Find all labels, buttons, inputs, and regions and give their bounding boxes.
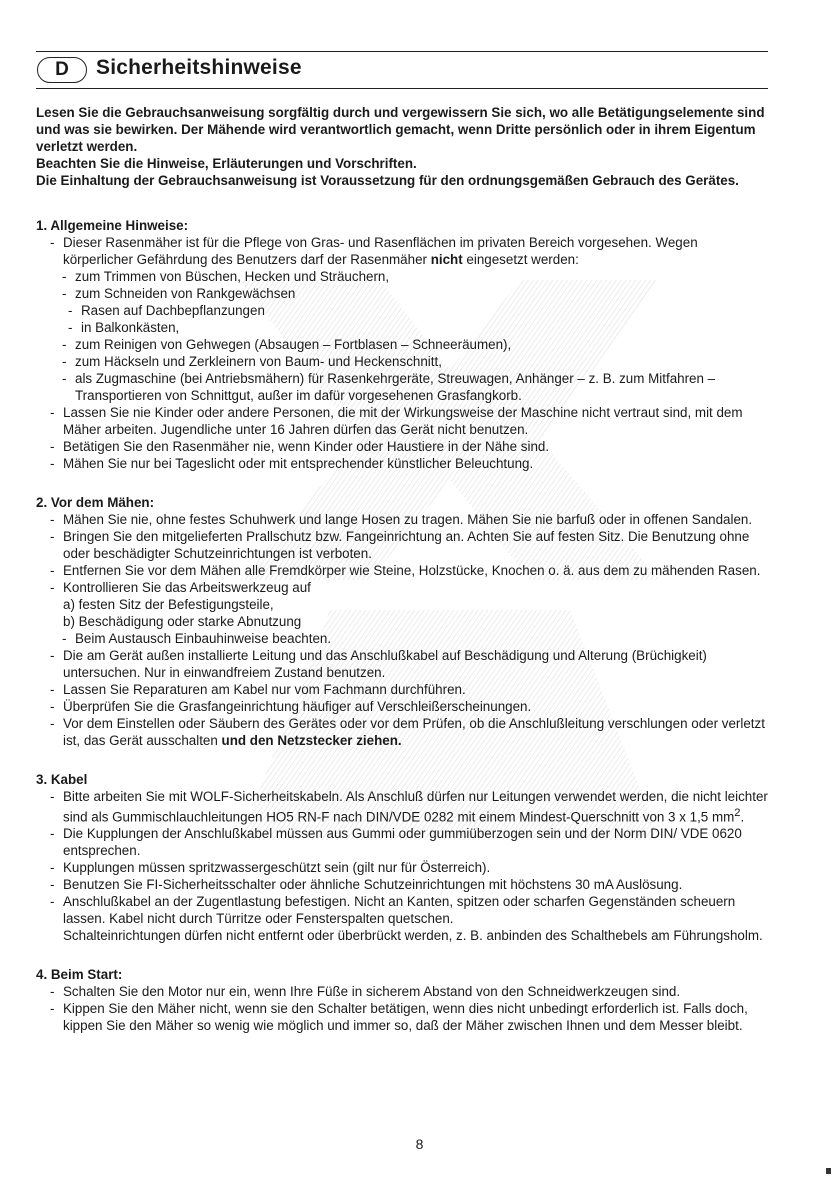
page-title: Sicherheitshinweise — [96, 56, 302, 79]
sub-sub-item: - in Balkonkästen, — [36, 319, 768, 336]
intro-paragraph: Lesen Sie die Gebrauchsanweisung sorgfältig durch und vergewissern Sie sich, wo alle Betätigungselemente sind und was sie bewirken. Der Mähende wird verantwortlich gemacht, wenn Dritte persönlich oder in ihrem Eigentum verletzt werden. — [36, 105, 765, 154]
sub-item: - zum Reinigen von Gehwegen (Absaugen – Fortblasen – Schneeräumen), — [36, 336, 768, 353]
item-text: . — [740, 809, 745, 825]
section-general — [36, 217, 768, 472]
list-item: - Mähen Sie nur bei Tageslicht oder mit entsprechender künstlicher Beleuchtung. — [36, 455, 768, 472]
list-item: - Benutzen Sie FI-Sicherheitsschalter oder ähnliche Schutzeinrichtungen mit höchstens 30 mA Auslösung. — [36, 876, 768, 893]
intro-paragraph: Die Einhaltung der Gebrauchsanweisung ist Voraussetzung für den ordnungsgemäßen Gebrauch des Gerätes. — [36, 173, 739, 188]
item-text: eingesetzt werden: — [462, 252, 579, 267]
sub-item: - als Zugmaschine (bei Antriebsmähern) für Rasenkehrgeräte, Streuwagen, Anhänger – z. B. zum Mitfahren – Transportieren von Schnittgut, außer im dafür vorgesehenen Grasfangkorb. — [36, 370, 768, 404]
list-item — [36, 788, 768, 825]
section-heading: 2. Vor dem Mähen: — [36, 495, 155, 510]
item-continuation: Schalteinrichtungen dürfen nicht entfernt oder überbrückt werden, z. B. anbinden des Schalthebels am Führungsholm. — [63, 928, 763, 944]
list-item: - Mähen Sie nie, ohne festes Schuhwerk und lange Hosen zu tragen. Mähen Sie nie barfuß oder in offenen Sandalen. — [36, 511, 768, 528]
list-item: - Kupplungen müssen spritzwassergeschützt sein (gilt nur für Österreich). — [36, 859, 768, 876]
list-item — [36, 234, 768, 268]
list-item: - Die am Gerät außen installierte Leitung und das Anschlußkabel auf Beschädigung und Alterung (Brüchigkeit) untersuchen. Nur in einwandfreiem Zustand benutzen. — [36, 647, 768, 681]
language-badge-label: D — [55, 59, 69, 80]
intro-paragraph: Beachten Sie die Hinweise, Erläuterungen und Vorschriften. — [36, 156, 417, 171]
content — [36, 104, 768, 1034]
lettered-item: a) festen Sitz der Befestigungsteile, — [63, 597, 274, 612]
superscript: 2 — [734, 807, 741, 819]
list-item: - Schalten Sie den Motor nur ein, wenn Ihre Füße in sicherem Abstand von den Schneidwerkzeugen sind. — [36, 983, 768, 1000]
list-item: - Lassen Sie Reparaturen am Kabel nur vom Fachmann durchführen. — [36, 681, 768, 698]
sub-item: - Beim Austausch Einbauhinweise beachten. — [36, 630, 768, 647]
list-item: - Die Kupplungen der Anschlußkabel müssen aus Gummi oder gummiüberzogen sein und der Norm DIN/ VDE 0620 entsprechen. — [36, 825, 768, 859]
item-emphasis: und den Netzstecker ziehen. — [221, 733, 402, 748]
section-start — [36, 966, 768, 1034]
lettered-item: b) Beschädigung oder starke Abnutzung — [63, 614, 302, 629]
sub-item: - zum Häckseln und Zerkleinern von Baum- und Heckenschnitt, — [36, 353, 768, 370]
intro — [36, 104, 768, 189]
list-item: - Entfernen Sie vor dem Mähen alle Fremdkörper wie Steine, Holzstücke, Knochen o. ä. aus dem zu mähenden Rasen. — [36, 562, 768, 579]
section-cable — [36, 771, 768, 944]
item-text: Dieser Rasenmäher ist für die Pflege von Gras- und Rasenflächen im privaten Bereich vorgesehen. Wegen körperlicher Gefährdung des Benutzers darf der Rasenmäher — [63, 235, 698, 267]
page-number: 8 — [415, 1136, 424, 1152]
sub-sub-item: - Rasen auf Dachbepflanzungen — [36, 302, 768, 319]
item-text: Bitte arbeiten Sie mit WOLF-Sicherheitskabeln. Als Anschluß dürfen nur Leitungen verwendet werden, die nicht leichter sind als Gummischlauchleitungen HO5 RN-F nach DIN/VDE 0282 mit einem Mindest-Querschnitt von 3 x 1,5 mm — [63, 789, 768, 825]
scan-edge-mark — [826, 1168, 831, 1174]
list-item: - Bringen Sie den mitgelieferten Prallschutz bzw. Fangeinrichtung an. Achten Sie auf festen Sitz. Die Benutzung ohne oder beschädigter Schutzeinrichtungen ist verboten. — [36, 528, 768, 562]
list-item: - Betätigen Sie den Rasenmäher nie, wenn Kinder oder Haustiere in der Nähe sind. — [36, 438, 768, 455]
section-heading: 3. Kabel — [36, 772, 88, 787]
title-rule — [36, 88, 768, 89]
top-rule — [36, 51, 768, 52]
section-header — [36, 55, 768, 87]
section-heading: 4. Beim Start: — [36, 967, 123, 983]
item-text: Vor dem Einstellen oder Säubern des Gerätes oder vor dem Prüfen, ob die Anschlußleitung verschlungen oder verletzt ist, das Gerät ausschalten — [63, 716, 765, 748]
sub-item: - zum Trimmen von Büschen, Hecken und Sträuchern, — [36, 268, 768, 285]
list-item — [36, 715, 768, 749]
list-item: - Kippen Sie den Mäher nicht, wenn sie den Schalter betätigen, wenn dies nicht unbedingt erforderlich ist. Falls doch, kippen Sie den Mäher so wenig wie möglich und immer so, daß der Mäher zwischen Ihnen und dem Messer bleibt. — [36, 1000, 768, 1034]
item-emphasis: nicht — [430, 252, 463, 267]
language-badge — [37, 57, 87, 83]
list-item: - Anschlußkabel an der Zugentlastung befestigen. Nicht an Kanten, spitzen oder scharfen Gegenständen scheuern lassen. Kabel nicht durch Türritze oder Fensterspalten quetschen. — [36, 893, 768, 927]
list-item: - Überprüfen Sie die Grasfangeinrichtung häufiger auf Verschleißerscheinungen. — [36, 698, 768, 715]
sub-item: - zum Schneiden von Rankgewächsen — [36, 285, 768, 302]
section-before-mowing — [36, 494, 768, 749]
section-heading: 1. Allgemeine Hinweise: — [36, 218, 189, 233]
list-item: - Kontrollieren Sie das Arbeitswerkzeug auf — [36, 579, 768, 596]
list-item: - Lassen Sie nie Kinder oder andere Personen, die mit der Wirkungsweise der Maschine nicht vertraut sind, mit dem Mäher arbeiten. Jugendliche unter 16 Jahren dürfen das Gerät nicht benutzen. — [36, 404, 768, 438]
